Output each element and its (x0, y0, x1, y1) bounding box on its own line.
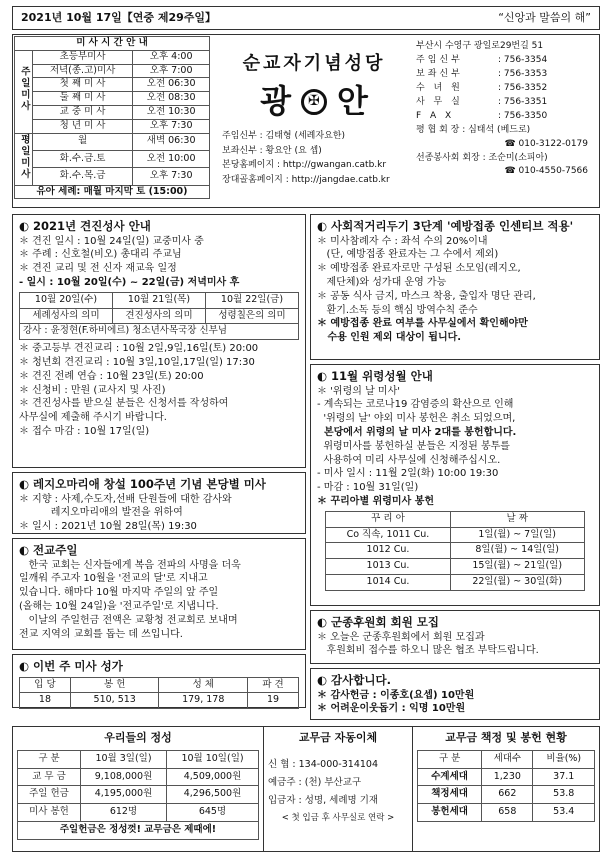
church-title-block (216, 38, 412, 188)
mass-time: 오후 7:30 (133, 119, 210, 133)
text-line: 본당에서 위령의 날 미사 2대를 봉헌합니다. (317, 426, 517, 438)
weekday-time: 오후 7:30 (133, 168, 210, 185)
clergy-info (216, 129, 412, 187)
weekday-time: 오전 10:00 (133, 150, 210, 167)
mass-name: 교 중 미 사 (32, 106, 133, 120)
mass-title: 미 사 시 간 안 내 (15, 37, 210, 51)
weekday-time: 새벽 06:30 (133, 133, 210, 150)
text-line: ＊ 예방접종 완료 여부를 사무실에서 확인해야만 (317, 318, 528, 330)
text-line: 이날의 주일헌금 전액은 교황청 전교회로 보내며 (19, 614, 238, 626)
block-title: 교무금 책정 및 봉헌 현황 (445, 731, 567, 744)
weekday-name: 화.수.목.금 (32, 168, 133, 185)
church-name-2: 안 (337, 82, 368, 121)
section-title: ◐ 전교주일 (19, 543, 78, 557)
info-line: 보좌신부 : 황요안 (요 셉) (222, 145, 322, 156)
all-souls-section (310, 364, 600, 606)
text-line: 일깨워 주고자 10월을 '전교의 달'로 지내고 (19, 573, 208, 585)
mass-time: 오후 4:00 (133, 50, 210, 64)
bottom-section (12, 726, 600, 852)
council-president: 평 협 회 장 : 심태석 (베드로) (416, 124, 531, 135)
mass-time: 오전 08:30 (133, 92, 210, 106)
mass-schedule (14, 36, 210, 199)
text-line: (단, 예방접종 완료자는 그 수에서 제외) (317, 249, 499, 261)
contact-row: 주임신부 : 756-3354 (416, 54, 548, 65)
weekday-name: 화.수.금.토 (32, 150, 133, 167)
text-line: - 마감 : 10월 31일(일) (317, 482, 419, 494)
text-line: - 계속되는 코로나19 감염증의 확산으로 인해 (317, 399, 514, 411)
offering-block (13, 727, 263, 851)
transfer-info: 신 협 : 134-000-314104 예금주 : (천) 부산교구 입금자 : 성명, 세례명 기재 < 첫 입금 후 사무실로 연락 > (268, 758, 395, 823)
church-name (216, 80, 412, 123)
text-line: 위령미사를 봉헌하실 분들은 지정된 봉투를 (317, 440, 510, 452)
text-line: ＊ 예방접종 완료자로만 구성된 소모임(레지오, (317, 263, 521, 275)
phone-number: ☎ 010-3122-0179 (504, 138, 588, 149)
text-line: 환기.소독 등의 핵심 방역수칙 준수 (317, 304, 478, 316)
text-line: ＊ 견진 일시 : 10월 24일(일) 교중미사 중 (19, 235, 204, 247)
text-line: '위령의 날' 야외 미사 봉헌은 취소 되었으며, (317, 413, 516, 425)
mass-name: 청 년 미 사 (32, 119, 133, 133)
text-line: ＊ 접수 마감 : 10월 17일(일) (19, 425, 150, 437)
right-column (310, 214, 600, 724)
mass-name: 둘 째 미 사 (32, 92, 133, 106)
contact-row: 수 녀 원 : 756-3352 (416, 82, 548, 93)
text-line: 사무실에 제출해 주시기 바랍니다. (19, 412, 167, 424)
text-line: ＊ 감사헌금 : 이종호(요셉) 10만원 (317, 689, 475, 701)
section-title: ◐ 레지오마리애 창설 100주년 기념 본당별 미사 (19, 477, 266, 491)
dues-status-block (413, 727, 599, 851)
text-line: 한국 교회는 신자들에게 복음 전파의 사명을 더욱 (19, 559, 241, 571)
church-name-1: 광 (260, 82, 291, 121)
contact-row: 보좌신부 : 756-3353 (416, 68, 548, 79)
text-line: ＊ 꾸리아별 위령미사 봉헌 (317, 495, 435, 507)
infant-baptism: 유아 세례: 매월 마지막 토 (15:00) (15, 185, 210, 199)
mass-name: 초등부미사 (32, 50, 133, 64)
text-line: ＊ 견진 전례 연습 : 10월 23일(토) 20:00 (19, 370, 204, 382)
block-title: 교무금 자동이체 (298, 731, 378, 744)
text-line: ＊ 중고등부 견진교리 : 10월 2일,9일,16일(토) 20:00 (19, 343, 259, 355)
sunday-label: 주일미사 (15, 50, 33, 133)
weekday-label: 평일미사 (15, 133, 33, 185)
section-title: ◐ 2021년 견진성사 안내 (19, 219, 151, 233)
military-section (310, 610, 600, 664)
text-line: 사용하여 미리 사무실에 신청해주십시오. (317, 454, 501, 466)
text-line: 수용 인원 제외 대상이 됩니다. (317, 332, 462, 344)
issue-date: 2021년 10월 17일【연중 제29주일】 (21, 10, 217, 24)
info-line: 주임신부 : 김태형 (세례자요한) (222, 131, 345, 142)
auto-transfer-block (263, 727, 413, 851)
hymns-table: 입 당 봉 헌 성 체 파 견 18 510, 513 179, 178 19 (19, 677, 299, 710)
text-line: ＊ 어려운이웃돕기 : 익명 10만원 (317, 703, 466, 715)
text-line: ＊ 공동 식사 금지, 마스크 착용, 출입자 명단 관리, (317, 290, 536, 302)
homepage-link[interactable]: 본당홈페이지 : http://gwangan.catb.kr (222, 160, 387, 171)
left-column (12, 214, 306, 712)
text-line: ＊ '위령의 날 미사' (317, 385, 400, 397)
text-line: ＊ 청년회 견진교리 : 10월 3일,10일,17일(일) 17:30 (19, 356, 255, 368)
hymns-section (12, 654, 306, 708)
confirmation-section (12, 214, 306, 468)
text-line: ＊ 견진성사를 받으실 분들은 신청서를 작성하여 (19, 398, 229, 410)
text-line: ＊ 미사참례자 수 : 좌석 수의 20%이내 (317, 235, 488, 247)
mass-time: 오전 06:30 (133, 78, 210, 92)
distancing-section (310, 214, 600, 360)
offering-table: 구 분 10월 3일(일) 10월 10일(일) 교 무 금 9,108,000원 4,509,000원 주일 헌금 4,195,000원 4,296,500원 미사 봉헌 612명 645명 주일헌금은 정성껏! 교무금은 제때에! (17, 750, 259, 840)
funeral-president: 선종봉사회 회장 : 조순미(소피아) (416, 152, 548, 163)
dues-table: 구 분 세대수 비율(%) 수계세대 1,230 37.1 책정세대 662 53.8 봉헌세대 658 53.4 (417, 750, 595, 822)
address: 부산시 수영구 광일로29번길 51 (416, 41, 544, 51)
thanks-section (310, 668, 600, 720)
confirmation-table: 10월 20일(수) 10월 21일(목) 10월 22일(금) 세례성사의 의미 견진성사의 의미 성령칠은의 의미 강사 : 윤정현(F.하비에르) 청소년사목국장 신부님 (19, 292, 299, 340)
text-line: ＊ 지향 : 사제,수도자,선배 단원들에 대한 감사와 (19, 493, 232, 505)
mass-name: 첫 째 미 사 (32, 78, 133, 92)
text-line: ＊ 신청비 : 만원 (교사지 및 사진) (19, 384, 166, 396)
text-line: (올해는 10월 24일)을 '전교주일'로 지냅니다. (19, 600, 219, 612)
section-title: ◐ 감사합니다. (317, 673, 391, 687)
text-line: ＊ 일시 : 2021년 10월 28일(목) 19:30 (19, 521, 197, 533)
section-title: ◐ 사회적거리두기 3단계 '예방접종 인센티브 적용' (317, 219, 574, 233)
mission-sunday-section (12, 538, 306, 650)
contact-info (416, 40, 596, 179)
legio-section (12, 472, 306, 534)
contact-row: 사 무 실 : 756-3351 (416, 96, 548, 107)
weekday-name: 월 (32, 133, 133, 150)
section-title: ◐ 군종후원회 회원 모집 (317, 615, 440, 629)
text-line: 전교 지역의 교회를 돕는 데 쓰입니다. (19, 628, 183, 640)
phone-number: ☎ 010-4550-7566 (504, 166, 588, 177)
text-line: ＊ 견진 교리 및 전 신자 재교육 일정 (19, 263, 177, 275)
section-title: ◐ 11월 위령성월 안내 (317, 369, 433, 383)
section-title: ◐ 이번 주 미사 성가 (19, 659, 123, 673)
text-line: - 일시 : 10월 20일(수) ~ 22일(금) 저녁미사 후 (19, 276, 240, 288)
text-line: 레지오마리애의 발전을 위하여 (19, 507, 183, 519)
block-title: 우리들의 정성 (104, 731, 172, 744)
text-line: 있습니다. 해마다 10월 마지막 주일의 앞 주일 (19, 587, 219, 599)
text-line: 후원회비 접수를 하오니 많은 협조 부탁드립니다. (317, 645, 539, 657)
text-line: 제단체)와 성가대 운영 가능 (317, 276, 447, 288)
text-line: ＊ 주례 : 신호철(비오) 총대리 주교님 (19, 249, 182, 261)
mass-time: 오후 7:00 (133, 64, 210, 78)
text-line: - 미사 일시 : 11월 2일(화) 10:00 19:30 (317, 468, 499, 480)
homepage-link[interactable]: 장대골홈페이지 : http://jangdae.catb.kr (222, 174, 390, 185)
mass-time: 오전 10:30 (133, 106, 210, 120)
church-logo-icon: ✠ (301, 89, 327, 115)
curia-table: 꾸 리 아 날 짜 Co 직속, 1011 Cu. 1일(월) ~ 7일(일) 1012 Cu. 8일(월) ~ 14일(일) 1013 Cu. 15일(월) ~ 21일(일) 1014 Cu. 22일(월) ~ 30일(화) (325, 511, 584, 591)
text-line: ＊ 오늘은 군종후원회에서 회원 모집과 (317, 631, 485, 643)
contact-row: F A X : 756-3350 (416, 110, 548, 121)
top-bar (12, 6, 600, 30)
church-subtitle: 순교자기념성당 (242, 53, 386, 74)
mass-name: 저녁(종.고)미사 (32, 64, 133, 78)
motto: “신앙과 말씀의 해” (498, 10, 591, 24)
